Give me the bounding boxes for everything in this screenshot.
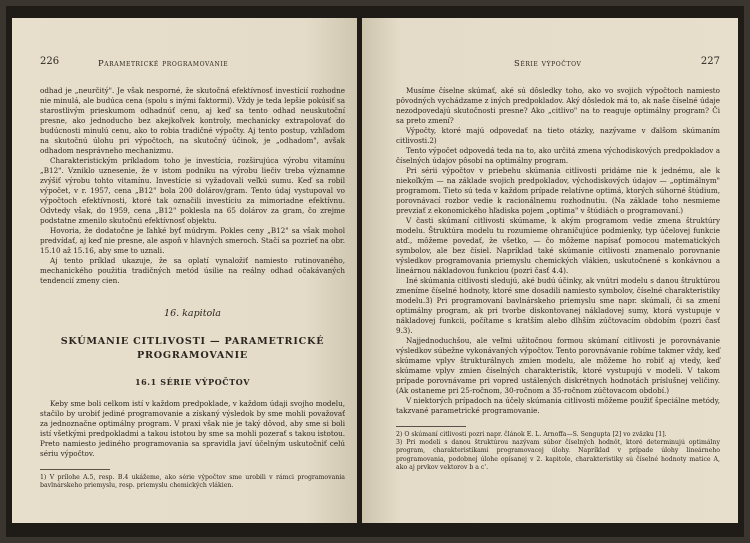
chapter-number: 16. kapitola	[164, 308, 221, 319]
paragraph: Hovoria, že dodatočne je ľahké byť múdrym. Pokles ceny „B12" sa však mohol predvídať, aj keď nie presne, ale aspoň v hlavných smeroch. Stačí sa pozrieť na obr. 15.10 až 15.16, aby sme to uznali.	[40, 226, 345, 255]
paragraph: Najjednoduchšou, ale veľmi užitočnou formou skúmaní citlivosti je porovnávanie výsledkov súbežne vykonávaných výpočtov. Tento porovnávanie robíme takmer vždy, keď skúmame vplyv štrukturálnych zmien modelu, ale môžeme ho robiť aj vtedy, keď skúmame vplyv zmien číselných charakteristík, ktoré vystupujú v modeli. V takom prípade porovnávame pri vopred ustálených diskrétnych hodnotách príslušnej veličiny. (Ak ostaneme pri 25-ročnom, 30-ročnom a 35-ročnom zúčtovacom období.)	[396, 336, 720, 395]
paragraph: Musíme číselne skúmať, aké sú dôsledky toho, ako vo svojich výpočtoch namiesto pôvodných vychádzame z iných predpokladov. Aký dôsledok má to, ak naše číselné údaje nezodpovedajú skutočnosti presne? Ako „citlivo" na to reaguje optimálny program? Či sa preto zmení?	[396, 86, 720, 125]
paragraph: Charakteristickým príkladom toho je investícia, rozširujúca výrobu vitamínu „B12". Vzniklo uznesenie, že v istom podniku na výrobu liečiv treba významne zvýšiť výrobu tohto vitamínu. Investície si vyžadovali veľkú sumu. Keď sa robil výpočet, v r. 1957, cena „B12" bola 200 dolárov/gram. Tento údaj vystupoval vo výpočtoch efektívnosti, ktoré tak označili investíciu za mimoriadne efektívnu. Odvtedy však, do 1959, cena „B12" poklesla na 65 dolárov za gram, čo zrejme podstatne zmenilo skutočnú efektívnosť objektu.	[40, 156, 345, 225]
paragraph: Pri sérii výpočtov v priebehu skúmania citlivosti pridáme nie k jednému, ale k niekoľkým — na základe svojich predpokladov, východiskových údajov — „optimálnym" programom. Tieto sú teda v každom prípade relatívne optimá, ktorých súhorné štúdium, porovnávací rozbor vedie k racionálnemu rozhodnutiu. (Na základe toho nesmieme prevziať z ekonomického hľadiska pojem „optima" v štúdiách o programovaní.)	[396, 166, 720, 215]
left-page-header	[40, 58, 345, 72]
footnote: 3) Pri modeli s danou štruktúrou nazývam súbor číselných hodnôt, ktoré determinujú optimálny program, charakteristikami programovacej úlohy. Napríklad v prípade úlohy lineárneho programovania, podobnej úlohe opísanej v 2. kapitole, charakteristiky sú číselné hodnoty matice A, ako aj prvkov vektorov b a c'.	[396, 439, 720, 471]
footnote-rule	[396, 426, 466, 427]
paragraph: Iné skúmania citlivosti sledujú, aké budú účinky, ak vnútri modelu s danou štruktúrou zmeníme číselné hodnoty, ktoré sme dosadili namiesto symbolov, číselné charakteristiky modelu.3) Pri programovaní bavlnárskeho priemyslu sme napr. skúmali, či sa zmení optimálny program, ak pri tvorbe diskontovanej nákladovej sumy, ktorá vystupuje v nákladovej funkcii, počítame s kratším alebo dlhším zúčtovacím obdobím (pozri časť 9.3).	[396, 276, 720, 335]
section-heading: 16.1 SÉRIE VÝPOČTOV	[134, 377, 251, 387]
paragraph: Výpočty, ktoré majú odpovedať na tieto otázky, nazývame v ďalšom skúmaním citlivosti.2)	[396, 126, 720, 145]
left-page	[12, 18, 357, 523]
paragraph: Aj tento príklad ukazuje, že sa oplatí vynaložiť namiesto rutinovaného, mechanického použitia tradičných metód úsilie na reálny odhad očakávaných tendencií zmeny cien.	[40, 256, 345, 285]
paragraph: Tento výpočet odpovedá teda na to, ako určitá zmena východiskových predpokladov a číselných údajov pôsobí na optimálny program.	[396, 146, 720, 165]
paragraph: odhad je „neurčitý". Je však nesporné, že skutočná efektívnosť investícií rozhodne nie minulá, ale budúca cena (spolu s inými faktormi). Vždy je teda lepšie pokúsiť sa starostlivým prieskumom odhadnúť cenu, aj keď sa tento odhad neuskutoční presne, ako jednoducho bez akejkoľvek kontroly, mechanicky extrapolovať do budúcnosti minulú cenu, ako to robia tradičné výpočty. Aj tento postup, vzhľadom na skutočnú úlohu pri výpočtoch, na skutočný účinok, je „odhadom", avšak odhadom nesprávneho mechanizmu.	[40, 86, 345, 155]
running-title: Parametrické programovanie	[98, 58, 229, 68]
footnote: 2) O skúmaní citlivosti pozri napr. článok E. L. Arnoffa—S. Sengupta [2] vo zväzku [1].	[396, 431, 667, 438]
paragraph: Keby sme boli celkom istí v každom predpoklade, v každom údaji svojho modelu, stačilo by urobiť jediné programovanie a získaný výsledok by sme mohli považovať za jednoznačne optimálny program. V praxi však nie je taký dôvod, aby sme si boli istí všetkými predpokladmi a takou istotou by sme sa mohli pozerať s takou istotou. Preto namiesto jediného programovania sa spravidla javí účelným uskutočniť celú sériu výpočtov.	[40, 399, 345, 458]
footnote: 1) V prílohe A.5, resp. B.4 ukážeme, ako série výpočtov sme urobili v rámci programovania bavlnárskeho priemyslu, resp. priemyslu chemických vlákien.	[40, 474, 345, 490]
page-number: 227	[700, 56, 720, 67]
open-book	[6, 6, 744, 537]
footnote-rule	[40, 469, 110, 470]
paragraph: V niektorých prípadoch na účely skúmania citlivosti môžeme použiť špeciálne metódy, takzvané parametrické programovanie.	[396, 396, 720, 415]
running-title: Série výpočtov	[514, 58, 582, 68]
chapter-title-line: SKÚMANIE CITLIVOSTI — PARAMETRICKÉ	[60, 336, 325, 347]
right-page	[362, 18, 738, 523]
chapter-title-line: PROGRAMOVANIE	[136, 350, 249, 361]
right-page-header	[396, 58, 720, 72]
paragraph: V časti skúmaní citlivosti skúmame, k akým programom vedie zmena štruktúry modelu. Štruktúra modelu tu rozumieme ohraničujúce podmienky, typ účelovej funkcie atď., môžeme povedať, že všetko, — čo môžeme napísať pomocou matematických symbolov, ale bez čísiel. Napríklad také skúmanie citlivosti znamenalo porovnanie výsledkov programovania priemyslu chemických vlákien, uskutočnené s konkávnou a lineárnou nákladovou funkciou (pozri časť 4.4).	[396, 216, 720, 275]
page-number: 226	[40, 56, 60, 67]
chapter-title	[40, 335, 345, 363]
